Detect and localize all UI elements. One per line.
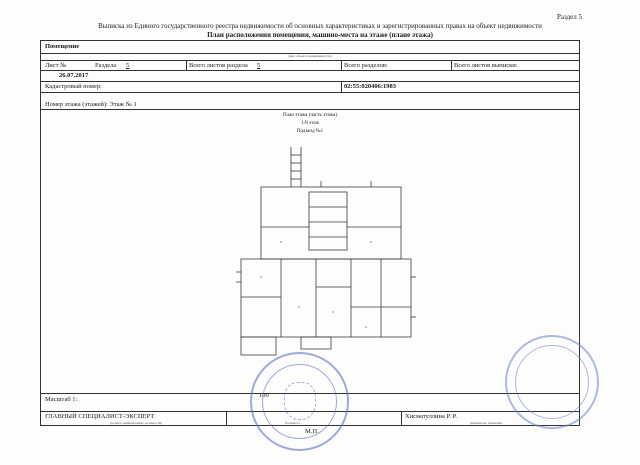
section-value: 5 xyxy=(126,62,130,69)
total-sheets-label: Всего листов выписки: xyxy=(454,62,518,69)
section-label-top: Раздел 5 xyxy=(556,13,582,21)
document-subtitle: План расположения помещения, машино-места на этаже (плане этажа) xyxy=(207,31,433,39)
sheet-label: Лист № xyxy=(45,62,67,69)
object-type: Помещение xyxy=(45,43,80,50)
name-caption: (инициалы, фамилия) xyxy=(470,421,503,425)
floor-number: Номер этажа (этажей): Этаж № 1 xyxy=(45,101,137,108)
entrance-caption: Подъезд №1 xyxy=(296,129,324,134)
scale-value: 100 xyxy=(259,392,269,399)
cadastral-number: 02:55:020406:1983 xyxy=(344,83,396,90)
official-name: Хисматуллина Р. Р. xyxy=(405,413,457,420)
official-seal-right xyxy=(505,335,599,429)
total-sections-label: Всего разделов: xyxy=(344,62,388,69)
total-sheets-section-label: Всего листов раздела xyxy=(189,62,248,69)
plan-title: План этажа (часть этажа) xyxy=(282,113,338,118)
official-position: ГЛАВНЫЙ СПЕЦИАЛИСТ-ЭКСПЕРТ xyxy=(45,413,155,420)
signature-caption: (подпись) xyxy=(285,421,300,425)
document-date: 26.07.2017 xyxy=(59,72,89,79)
floor-caption: 1-й этаж xyxy=(300,121,320,126)
scale-label: Масштаб 1: xyxy=(45,396,78,403)
seal-label: М.П. xyxy=(305,428,319,435)
total-sheets-section-value: 5 xyxy=(257,62,261,69)
position-caption: (полное наименование должности) xyxy=(110,421,163,425)
section-label: Раздела xyxy=(95,62,117,69)
coat-of-arms-icon xyxy=(284,382,316,420)
document-title: Выписка из Единого государственного реестра недвижимости об основных характеристиках и зарегистрированных правах на объект недвижимости xyxy=(98,22,542,30)
object-type-caption: (вид объекта недвижимости) xyxy=(288,54,332,58)
official-seal-center xyxy=(250,352,349,451)
floor-plan-drawing xyxy=(221,137,421,387)
cadastral-label: Кадастровый номер: xyxy=(45,83,102,90)
